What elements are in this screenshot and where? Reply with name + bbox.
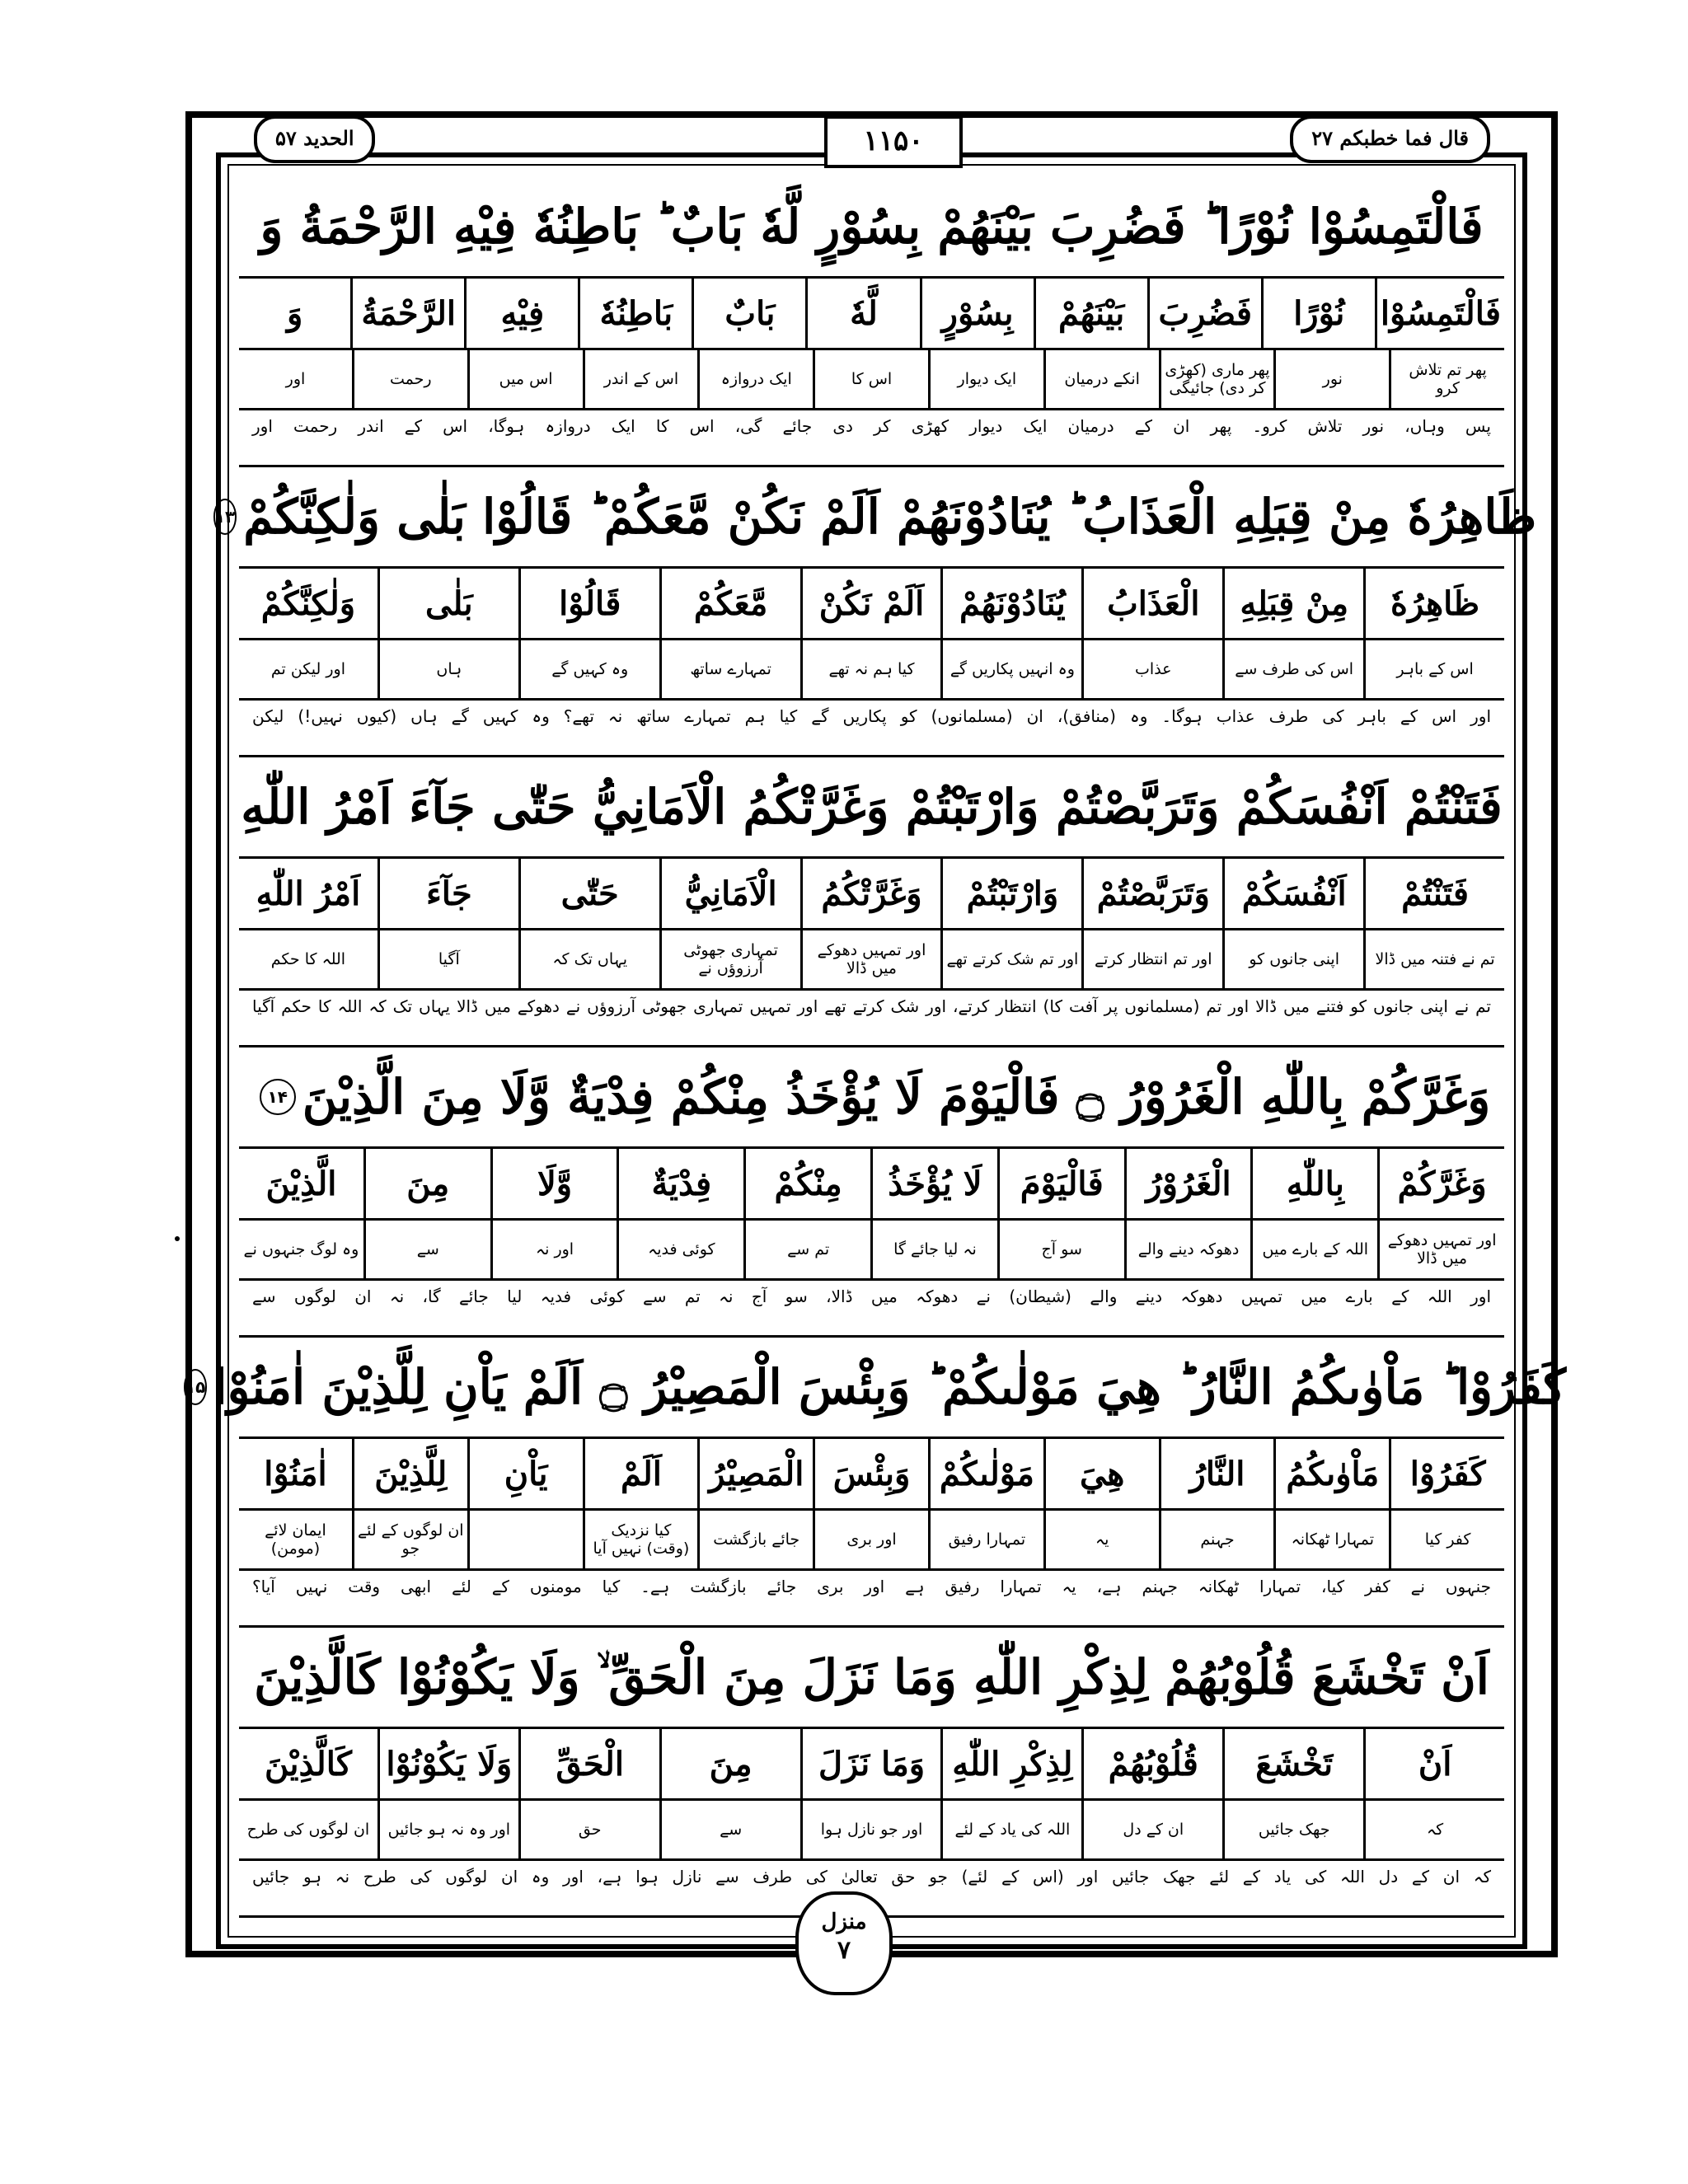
meaning-row <box>239 930 1504 991</box>
meaning-cell: اللہ کے بارے میں <box>1250 1221 1377 1278</box>
word-cell: الْاَمَانِيُّ <box>659 859 800 928</box>
word-cell: لِلَّذِيْنَ <box>352 1439 467 1508</box>
word-cell: مِنْكُمْ <box>743 1149 870 1218</box>
meaning-cell: اللہ کی یاد کے لئے <box>940 1801 1081 1858</box>
meaning-cell: یہ <box>1043 1511 1159 1568</box>
meaning-cell: سے <box>659 1801 800 1858</box>
word-cell: فِدْيَةٌ <box>617 1149 743 1218</box>
word-cell: وَلَا يَكُوْنُوْا <box>377 1729 518 1798</box>
meaning-cell: کیا نزدیک (وقت) نہیں آیا <box>583 1511 698 1568</box>
meaning-cell: تمہاری جھوٹی آرزوؤں نے <box>659 930 800 988</box>
meaning-cell: ان کے دل <box>1081 1801 1222 1858</box>
ayah-text <box>185 1338 1567 1439</box>
word-cell: وَتَرَبَّصْتُمْ <box>1081 859 1222 928</box>
meaning-cell: اور تم انتظار کرتے <box>1081 930 1222 988</box>
word-cell: الَّذِيْنَ <box>265 1164 337 1203</box>
meaning-cell: کیا ہم نہ تھے <box>800 640 941 698</box>
manzil-label: منزل <box>821 1910 867 1934</box>
word-cell: يُنَادُوْنَهُمْ <box>940 569 1081 638</box>
word-cell: يَاْنِ <box>467 1439 583 1508</box>
ayah-section <box>239 757 1504 1047</box>
meaning-cell: تمہارے ساتھ <box>659 640 800 698</box>
translation-text: کہ ان کے دل اللہ کی یاد کے لئے جھک جائیں اور (اس کے لئے) جو حق تعالیٰ کی طرف سے نازل ہوا ہے، اور وہ ان لوگوں کی طرح نہ ہو جائیں <box>252 1867 1491 1886</box>
word-cell: اَمْرُ اللّٰهِ <box>256 874 361 913</box>
meaning-cell: کہ <box>1363 1801 1504 1858</box>
word-cell: مِنْ قِبَلِهِ <box>1222 569 1363 638</box>
word-cell: فِيْهِ <box>464 279 578 348</box>
ayah-section <box>239 177 1504 467</box>
meaning-cell: یہاں تک کہ <box>518 930 659 988</box>
word-cell: مَّعَكُمْ <box>659 569 800 638</box>
meaning-row <box>239 1511 1504 1571</box>
meaning-cell: نہ لیا جائے گا <box>870 1221 997 1278</box>
meaning-cell: عذاب <box>1081 640 1222 698</box>
word-cell: نُوْرًا <box>1261 279 1375 348</box>
meaning-cell: انکے درمیان <box>1043 350 1159 408</box>
ayah-text <box>239 177 1504 279</box>
page-content <box>185 177 1567 1918</box>
meaning-cell: اپنی جانوں کو <box>1222 930 1363 988</box>
word-cell: فَالْيَوْمَ <box>997 1149 1124 1218</box>
word-cell: وَغَرَّتْكُمُ <box>800 859 941 928</box>
meaning-cell: ایک دیوار <box>928 350 1043 408</box>
meaning-cell: اور بری <box>813 1511 928 1568</box>
ayah-text <box>239 757 1504 859</box>
word-cell: مَوْلٰىكُمْ <box>928 1439 1043 1508</box>
ayah-text <box>239 1047 1504 1149</box>
word-cell: تَخْشَعَ <box>1222 1729 1363 1798</box>
meaning-cell: وہ کہیں گے <box>518 640 659 698</box>
word-cell: قَالُوْا <box>518 569 659 638</box>
word-cell: وَارْتَبْتُمْ <box>940 859 1081 928</box>
word-row <box>239 1149 1504 1221</box>
word-cell: ظَاهِرُهٗ <box>1363 569 1504 638</box>
word-cell: وَبِئْسَ <box>813 1439 928 1508</box>
meaning-cell: اور تمہیں دھوکے میں ڈالا <box>800 930 941 988</box>
meaning-cell: اس میں <box>467 350 583 408</box>
meaning-cell: نور <box>1273 350 1389 408</box>
word-cell: لَا يُؤْخَذُ <box>870 1149 997 1218</box>
meaning-cell: ہاں <box>377 640 518 698</box>
meaning-cell: جھک جائیں <box>1222 1801 1363 1858</box>
meaning-cell: وہ لوگ جنہوں نے <box>243 1240 359 1258</box>
word-cell: مَاْوٰىكُمُ <box>1273 1439 1389 1508</box>
word-cell: اَلَمْ نَكُنْ <box>800 569 941 638</box>
word-cell: بِاللّٰهِ <box>1250 1149 1377 1218</box>
word-cell: النَّارُ <box>1159 1439 1274 1508</box>
meaning-cell: جہنم <box>1159 1511 1274 1568</box>
ayah-number-marker: ۱۵ <box>184 1369 207 1405</box>
meaning-cell: اس کا <box>813 350 928 408</box>
manzil-badge <box>795 1891 893 1995</box>
ayah-section <box>185 1338 1567 1628</box>
meaning-cell: کفر کیا <box>1389 1511 1504 1568</box>
meaning-cell: اس کے اندر <box>583 350 698 408</box>
meaning-cell: اور نہ <box>490 1221 617 1278</box>
meaning-cell: وہ انہیں پکاریں گے <box>940 640 1081 698</box>
meaning-cell: اس کے باہر <box>1363 640 1504 698</box>
ayah-section <box>214 467 1537 757</box>
word-cell: اَنْفُسَكُمْ <box>1222 859 1363 928</box>
word-row <box>239 859 1504 930</box>
meaning-row <box>239 640 1504 701</box>
word-row <box>239 279 1504 350</box>
word-cell: وَّلَا <box>490 1149 617 1218</box>
meaning-cell: ایمان لائے (مومن) <box>265 1521 326 1558</box>
word-cell: بَيْنَهُمْ <box>1034 279 1147 348</box>
ayah-arabic: وَغَرَّكُمْ بِاللّٰهِ الْغَرُوْرُ ۝ فَالْيَوْمَ لَا يُؤْخَذُ مِنْكُمْ فِدْيَةٌ وَّلَا مِنَ الَّذِيْنَ <box>302 1069 1491 1125</box>
meaning-cell: تمہارا رفیق <box>928 1511 1043 1568</box>
word-cell: وَ <box>286 293 303 333</box>
meaning-cell: اور تم شک کرتے تھے <box>940 930 1081 988</box>
word-row <box>239 569 1504 640</box>
word-cell: وَلٰكِنَّكُمْ <box>260 583 356 623</box>
meaning-row <box>239 1221 1504 1281</box>
word-cell: وَمَا نَزَلَ <box>800 1729 941 1798</box>
word-cell: لِذِكْرِ اللّٰهِ <box>940 1729 1081 1798</box>
meaning-cell: اس کی طرف سے <box>1222 640 1363 698</box>
word-cell: الرَّحْمَةُ <box>350 279 464 348</box>
meaning-cell: سو آج <box>997 1221 1124 1278</box>
meaning-cell: تمہارا ٹھکانہ <box>1273 1511 1389 1568</box>
page-number: ۱۱۵۰ <box>824 115 963 168</box>
word-cell: فَضُرِبَ <box>1147 279 1261 348</box>
word-cell: كَفَرُوْا <box>1389 1439 1504 1508</box>
meaning-cell: دھوکہ دینے والے <box>1124 1221 1251 1278</box>
word-cell: بِسُوْرٍ <box>920 279 1034 348</box>
word-cell: الْمَصِيْرُ <box>697 1439 813 1508</box>
ayah-arabic: اَنْ تَخْشَعَ قُلُوْبُهُمْ لِذِكْرِ اللّٰهِ وَمَا نَزَلَ مِنَ الْحَقِّ ۙ وَلَا يَكُوْنُوْا كَالَّذِيْنَ <box>254 1648 1489 1705</box>
meaning-cell <box>467 1511 583 1568</box>
meaning-cell: ان لوگوں کی طرح <box>246 1821 370 1839</box>
meaning-row <box>239 350 1504 410</box>
ayah-arabic: ظَاهِرُهٗ مِنْ قِبَلِهِ الْعَذَابُ ؕ يُنَادُوْنَهُمْ اَلَمْ نَكُنْ مَّعَكُمْ ؕ قَالُوْا بَلٰى وَلٰكِنَّكُمْ <box>243 489 1537 545</box>
meaning-cell: پھر تم تلاش کرو <box>1389 350 1504 408</box>
word-cell: فَتَنْتُمْ <box>1363 859 1504 928</box>
ayah-text <box>214 467 1537 569</box>
word-cell: وَغَرَّكُمْ <box>1377 1149 1504 1218</box>
word-cell: جَآءَ <box>377 859 518 928</box>
word-cell: هِيَ <box>1043 1439 1159 1508</box>
translation-text: اور اللہ کے بارے میں تمہیں دھوکہ دینے والے (شیطان) نے دھوکہ میں ڈالا، سو آج نہ تم سے کوئی فدیہ لیا جائے گا، نہ ان لوگوں سے <box>252 1286 1491 1306</box>
ayah-arabic: كَفَرُوْا ؕ مَاْوٰىكُمُ النَّارُ ؕ هِيَ مَوْلٰىكُمْ ؕ وَبِئْسَ الْمَصِيْرُ ۝ اَلَمْ يَاْنِ لِلَّذِيْنَ اٰمَنُوْا <box>213 1359 1567 1415</box>
meaning-cell: اللہ کا حکم <box>270 950 346 968</box>
meaning-cell: اور تمہیں دھوکے میں ڈالا <box>1377 1221 1504 1278</box>
manzil-number: ۷ <box>837 1936 851 1965</box>
translation-text: اور اس کے باہر کی طرف عذاب ہوگا۔ وہ (منافق)، ان (مسلمانوں) کو پکاریں گے کیا ہم تمہارے ساتھ نہ تھے؟ وہ کہیں گے ہاں (کیوں نہیں!) لیکن <box>252 706 1491 726</box>
meaning-cell: اور وہ نہ ہو جائیں <box>377 1801 518 1858</box>
word-cell: مِنَ <box>659 1729 800 1798</box>
meaning-cell: جائے بازگشت <box>697 1511 813 1568</box>
meaning-cell: اور جو نازل ہوا <box>800 1801 941 1858</box>
word-row <box>239 1729 1504 1801</box>
translation-text: تم نے اپنی جانوں کو فتنے میں ڈالا اور تم (مسلمانوں پر آفت کا) انتظار کرتے، اور شک کرتے تھے اور تمہیں تمہاری جھوٹی آرزوؤں نے دھوکے میں ڈالا یہاں تک کہ اللہ کا حکم آگیا <box>252 996 1491 1016</box>
para-label: قال فما خطبكم ۲۷ <box>1290 115 1490 163</box>
ayah-number-marker: ۱۴ <box>260 1079 296 1115</box>
word-cell: قُلُوْبُهُمْ <box>1081 1729 1222 1798</box>
translation-text: جنہوں نے کفر کیا، تمہارا ٹھکانہ جہنم ہے، یہ تمہارا رفیق ہے اور بری جائے بازگشت ہے۔ کیا مومنوں کے لئے ابھی وقت نہیں آیا؟ <box>252 1577 1492 1596</box>
word-cell: كَالَّذِيْنَ <box>264 1744 352 1783</box>
word-cell: فَالْتَمِسُوْا <box>1375 279 1504 348</box>
word-cell: الْحَقِّ <box>518 1729 659 1798</box>
word-cell: مِنَ <box>363 1149 490 1218</box>
page-header <box>247 115 1484 165</box>
meaning-cell: اور <box>285 370 306 388</box>
word-cell: اَلَمْ <box>583 1439 698 1508</box>
word-cell: حَتّٰى <box>518 859 659 928</box>
word-cell: بَاطِنُهٗ <box>578 279 692 348</box>
word-cell: بَلٰى <box>377 569 518 638</box>
ayah-text <box>239 1628 1504 1729</box>
meaning-cell: تم سے <box>743 1221 870 1278</box>
ayah-arabic: فَالْتَمِسُوْا نُوْرًا ؕ فَضُرِبَ بَيْنَهُمْ بِسُوْرٍ لَّهٗ بَابٌ ؕ بَاطِنُهٗ فِيْهِ الرَّحْمَةُ وَ <box>260 199 1484 255</box>
ayah-number-marker: ۱۳ <box>213 499 237 535</box>
meaning-cell: تم نے فتنہ میں ڈالا <box>1363 930 1504 988</box>
ayah-section <box>239 1047 1504 1338</box>
word-cell: بَابٌ <box>692 279 805 348</box>
word-cell: لَّهٗ <box>805 279 919 348</box>
meaning-cell: ایک دروازہ <box>697 350 813 408</box>
meaning-row <box>239 1801 1504 1861</box>
word-row <box>239 1439 1504 1511</box>
word-cell: الْغَرُوْرُ <box>1124 1149 1251 1218</box>
surah-label: الحدید ۵۷ <box>254 115 375 163</box>
word-cell: الْعَذَابُ <box>1081 569 1222 638</box>
word-cell: اَنْ <box>1363 1729 1504 1798</box>
meaning-cell: آگیا <box>377 930 518 988</box>
ayah-arabic: فَتَنْتُمْ اَنْفُسَكُمْ وَتَرَبَّصْتُمْ وَارْتَبْتُمْ وَغَرَّتْكُمُ الْاَمَانِيُّ حَتّٰى جَآءَ اَمْرُ اللّٰهِ <box>241 779 1503 835</box>
meaning-cell: پھر ماری (کھڑی کر دی) جائیگی <box>1159 350 1274 408</box>
word-cell: اٰمَنُوْا <box>264 1454 327 1493</box>
translation-text: پس وہاں، نور تلاش کرو۔ پھر ان کے درمیان ایک دیوار کھڑی کر دی جائے گی، اس کا ایک دروازہ ہوگا، اس کے اندر رحمت اور <box>252 416 1491 436</box>
meaning-cell: حق <box>518 1801 659 1858</box>
meaning-cell: رحمت <box>352 350 467 408</box>
margin-dot <box>175 1236 180 1241</box>
ayah-section <box>239 1628 1504 1918</box>
meaning-cell: کوئی فدیہ <box>617 1221 743 1278</box>
meaning-cell: سے <box>363 1221 490 1278</box>
meaning-cell: ان لوگوں کے لئے جو <box>352 1511 467 1568</box>
meaning-cell: اور لیکن تم <box>270 660 345 678</box>
